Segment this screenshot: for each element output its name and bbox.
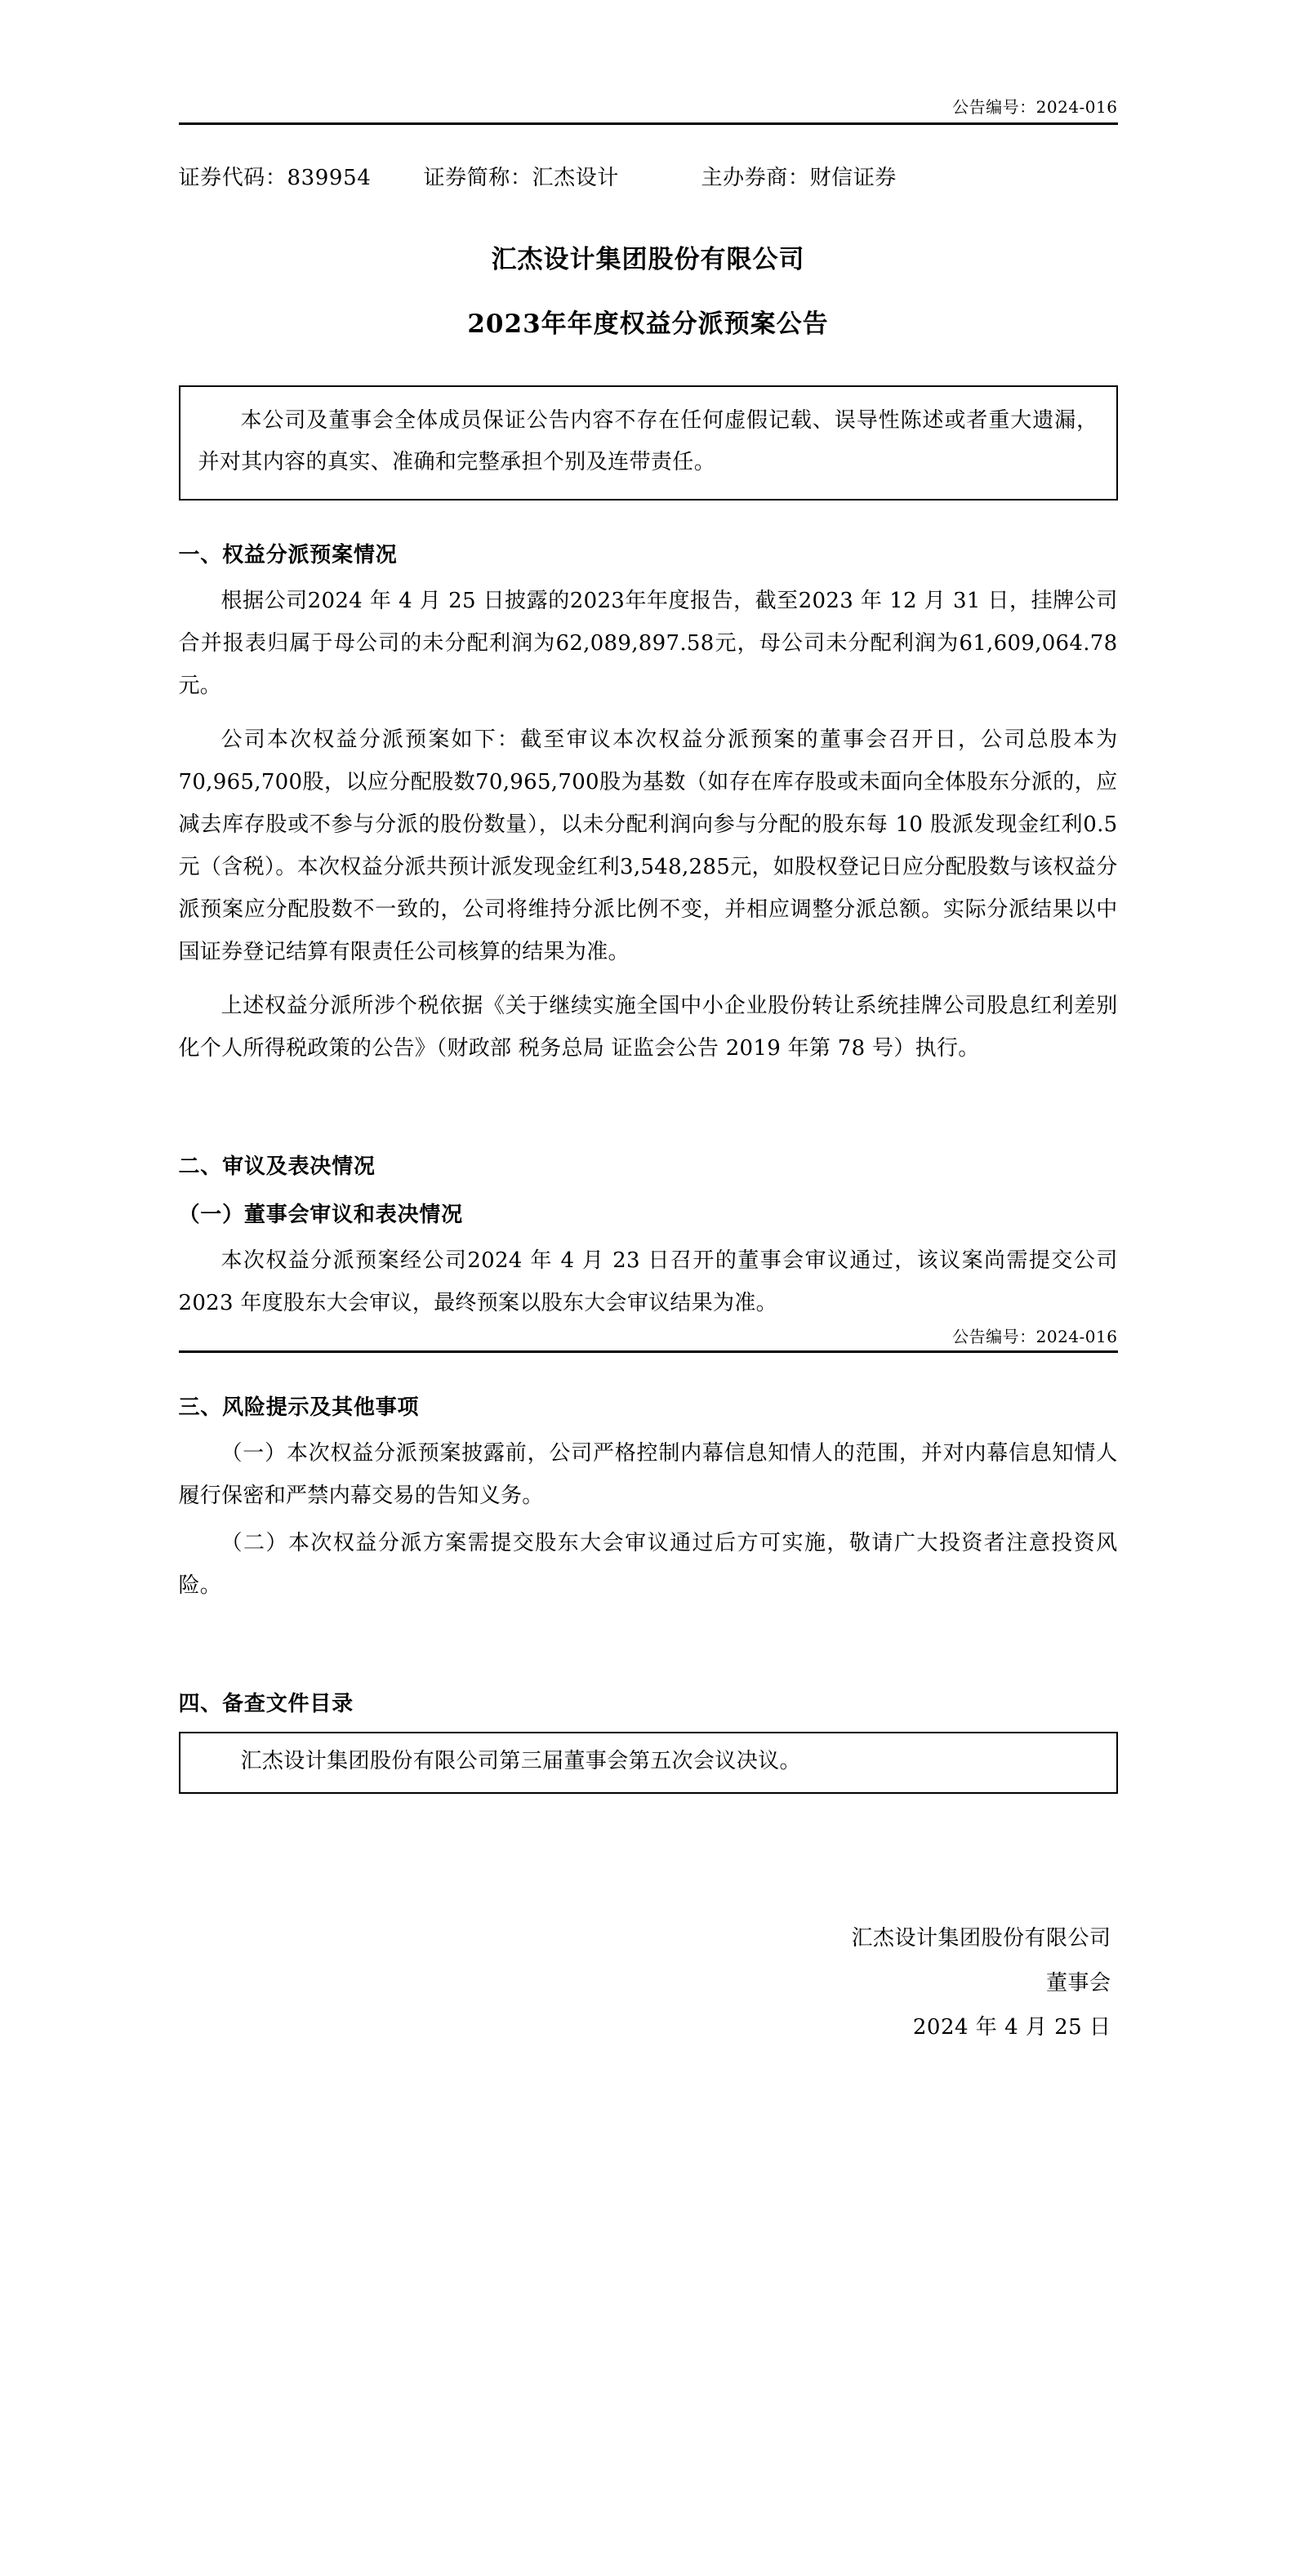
page-break-header: [179, 1326, 1118, 1353]
section-one-paragraph-3: 上述权益分派所涉个税依据《关于继续实施全国中小企业股份转让系统挂牌公司股息红利差别化个人所得税政策的公告》（财政部 税务总局 证监会公告 2019 年第 78 号）执行。: [178, 994, 1118, 1061]
section-heading-three: 三、风险提示及其他事项: [178, 1395, 420, 1421]
disclaimer-box: [179, 385, 1118, 501]
section-heading-four: 四、备查文件目录: [178, 1692, 354, 1717]
document-subtitle: 2023年年度权益分派预案公告: [467, 309, 829, 339]
announcement-number: 公告编号：2024-016: [952, 97, 1118, 117]
header-divider-repeat: [179, 1350, 1118, 1353]
sponsoring-broker: 主办券商：财信证券: [701, 166, 897, 190]
securities-short-name: 证券简称：汇杰设计: [423, 166, 619, 190]
reference-documents-box: [179, 1732, 1118, 1794]
signature-date: 2024 年 4 月 25 日: [912, 2015, 1111, 2040]
section-spacer-two: [179, 1607, 1118, 1649]
document-content: [179, 0, 1118, 2050]
section-two-paragraph-1: 本次权益分派预案经公司2024 年 4 月 23 日召开的董事会审议通过，该议案尚需提交公司2023 年度股东大会审议，最终预案以股东大会审议结果为准。: [178, 1248, 1118, 1316]
disclaimer-text: 本公司及董事会全体成员保证公告内容不存在任何虚假记载、误导性陈述或者重大遗漏，并对其内容的真实、准确和完整承担个别及连带责任。: [198, 408, 1098, 474]
securities-info-row: [179, 161, 1118, 191]
reference-document-item: 汇杰设计集团股份有限公司第三届董事会第五次会议决议。: [240, 1749, 801, 1774]
page-header: [179, 96, 1118, 125]
header-divider: [179, 122, 1118, 125]
section-three-paragraph-1: （一）本次权益分派预案披露前，公司严格控制内幕信息知情人的范围，并对内幕信息知情人履行保密和严禁内幕交易的告知义务。: [178, 1441, 1118, 1509]
securities-code: 证券代码：839954: [178, 166, 372, 190]
company-title: 汇杰设计集团股份有限公司: [491, 245, 805, 274]
section-heading-two: 二、审议及表决情况: [178, 1155, 376, 1180]
announcement-number-repeat: 公告编号：2024-016: [952, 1327, 1118, 1347]
signature-body: 董事会: [1045, 1970, 1111, 1995]
section-one-paragraph-2: 公司本次权益分派预案如下：截至审议本次权益分派预案的董事会召开日，公司总股本为70,965,700股，以应分配股数70,965,700股为基数（如存在库存股或未面向全体股东分派的，应减去库存股或不参与分派的股份数量），以未分配利润向参与分配的股东每 10 股派发现金红利0.5元（含税）。本次权益分派共预计派发现金红利3,548,285元，如股权登记日应分配股数与该权益分派预案应分配股数不一致的，公司将维持分派比例不变，并相应调整分派总额。实际分派结果以中国证券登记结算有限责任公司核算的结果为准。: [178, 727, 1118, 965]
section-three-paragraph-2: （二）本次权益分派方案需提交股东大会审议通过后方可实施，敬请广大投资者注意投资风险。: [178, 1531, 1118, 1599]
signature-block: [179, 1916, 1118, 2050]
section-spacer: [179, 1070, 1118, 1112]
section-two-subheading: （一）董事会审议和表决情况: [178, 1203, 463, 1228]
section-heading-one: 一、权益分派预案情况: [178, 543, 398, 568]
signature-company: 汇杰设计集团股份有限公司: [851, 1925, 1111, 1951]
section-one-paragraph-1: 根据公司2024 年 4 月 25 日披露的2023年年度报告，截至2023 年 12 月 31 日，挂牌公司合并报表归属于母公司的未分配利润为62,089,897.58元，母公司未分配利润为61,609,064.78元。: [178, 589, 1118, 699]
